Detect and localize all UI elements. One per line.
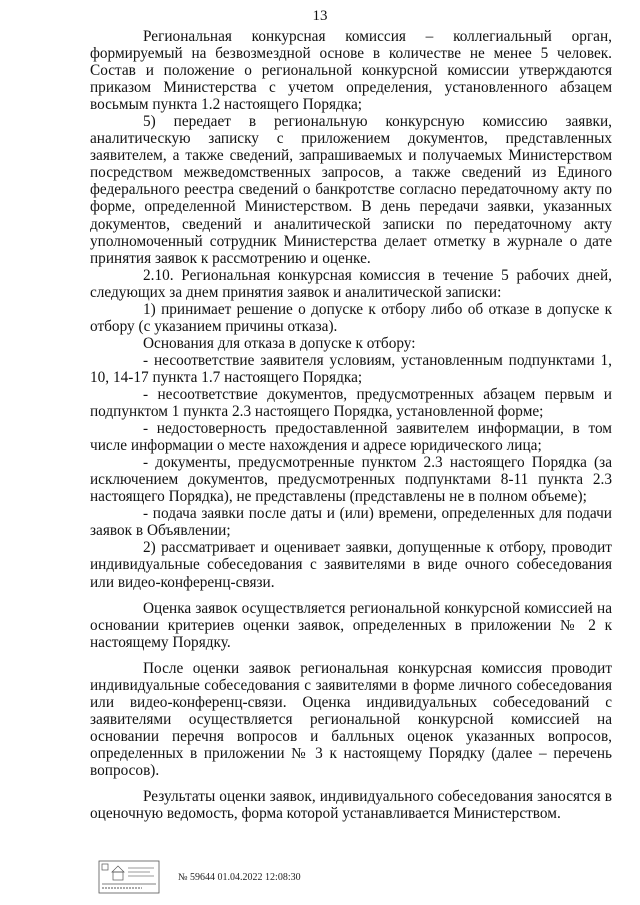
paragraph-ground-5: - подача заявки после даты и (или) времени, определенных для подачи заявок в Объявлении; [90, 505, 612, 540]
document-body [90, 28, 612, 822]
paragraph-2-10: 2.10. Региональная конкурсная комиссия в течение 5 рабочих дней, следующих за днем принятия заявок и аналитической записки: [90, 266, 612, 301]
paragraph-evaluation: Оценка заявок осуществляется региональной конкурсной комиссией на основании критериев оценки заявок, определенных в приложении № 2 к настоящему Порядку. [90, 599, 612, 651]
document-stamp-icon [98, 860, 160, 894]
page-number: 13 [312, 8, 328, 24]
paragraph-ground-3: - недостоверность предоставленной заявителем информации, в том числе информации о месте нахождения и адресе юридического лица; [90, 420, 612, 455]
paragraph-ground-2: - несоответствие документов, предусмотренных абзацем первым и подпунктом 1 пункта 2.3 настоящего Порядка, установленной форме; [90, 385, 612, 421]
paragraph-commission-definition: Региональная конкурсная комиссия – коллегиальный орган, формируемый на безвозмездной основе в количестве не менее 5 человек. Состав и положение о региональной конкурсной комиссии утверждаются приказом Министерства с учетом определения, установленного абзацем восьмым пункта 1.2 настоящего Порядка; [90, 28, 612, 114]
paragraph-item-2: 2) рассматривает и оценивает заявки, допущенные к отбору, проводит индивидуальные собеседования с заявителями в виде очного собеседования или видео-конференц-связи. [90, 539, 612, 591]
document-reference: № 59644 01.04.2022 12:08:30 [178, 872, 301, 883]
paragraph-interviews: После оценки заявок региональная конкурсная комиссия проводит индивидуальные собеседования с заявителями в форме личного собеседования или видео-конференц-связи. Оценка индивидуальных собеседований с заявителями осуществляется региональной конкурсной комиссией на основании перечня вопросов и балльных оценок указанных вопросов, определенных в приложении № 3 к настоящему Порядку (далее – перечень вопросов). [90, 659, 612, 779]
paragraph-item-1: 1) принимает решение о допуске к отбору либо об отказе в допуске к отбору (с указанием причины отказа). [90, 300, 612, 335]
paragraph-results: Результаты оценки заявок, индивидуального собеседования заносятся в оценочную ведомость, форма которой устанавливается Министерством. [90, 788, 612, 823]
paragraph-ground-4: - документы, предусмотренные пунктом 2.3 настоящего Порядка (за исключением документов, предусмотренных подпунктами 8-11 пункта 2.3 настоящего Порядка), не представлены (представлены не в полном объеме); [90, 454, 612, 506]
paragraph-ground-1: - несоответствие заявителя условиям, установленным подпунктами 1, 10, 14-17 пункта 1.7 настоящего Порядка; [90, 351, 612, 386]
paragraph-refusal-grounds: Основания для отказа в допуске к отбору: [143, 334, 416, 352]
page-footer [98, 860, 618, 896]
paragraph-item-5: 5) передает в региональную конкурсную комиссию заявки, аналитическую записку с приложением документов, представленных заявителем, а также сведений, запрашиваемых и получаемых Министерством посредством межведомственных запросов, а также сведений из Единого федерального реестра сведений о банкротстве согласно передаточному акту по форме, определенной Министерством. В день передачи заявки, указанных документов, сведений и аналитической записки по передаточному акту уполномоченный сотрудник Министерства делает отметку в журнале о дате принятия заявок к рассмотрению и оценке. [90, 113, 612, 267]
